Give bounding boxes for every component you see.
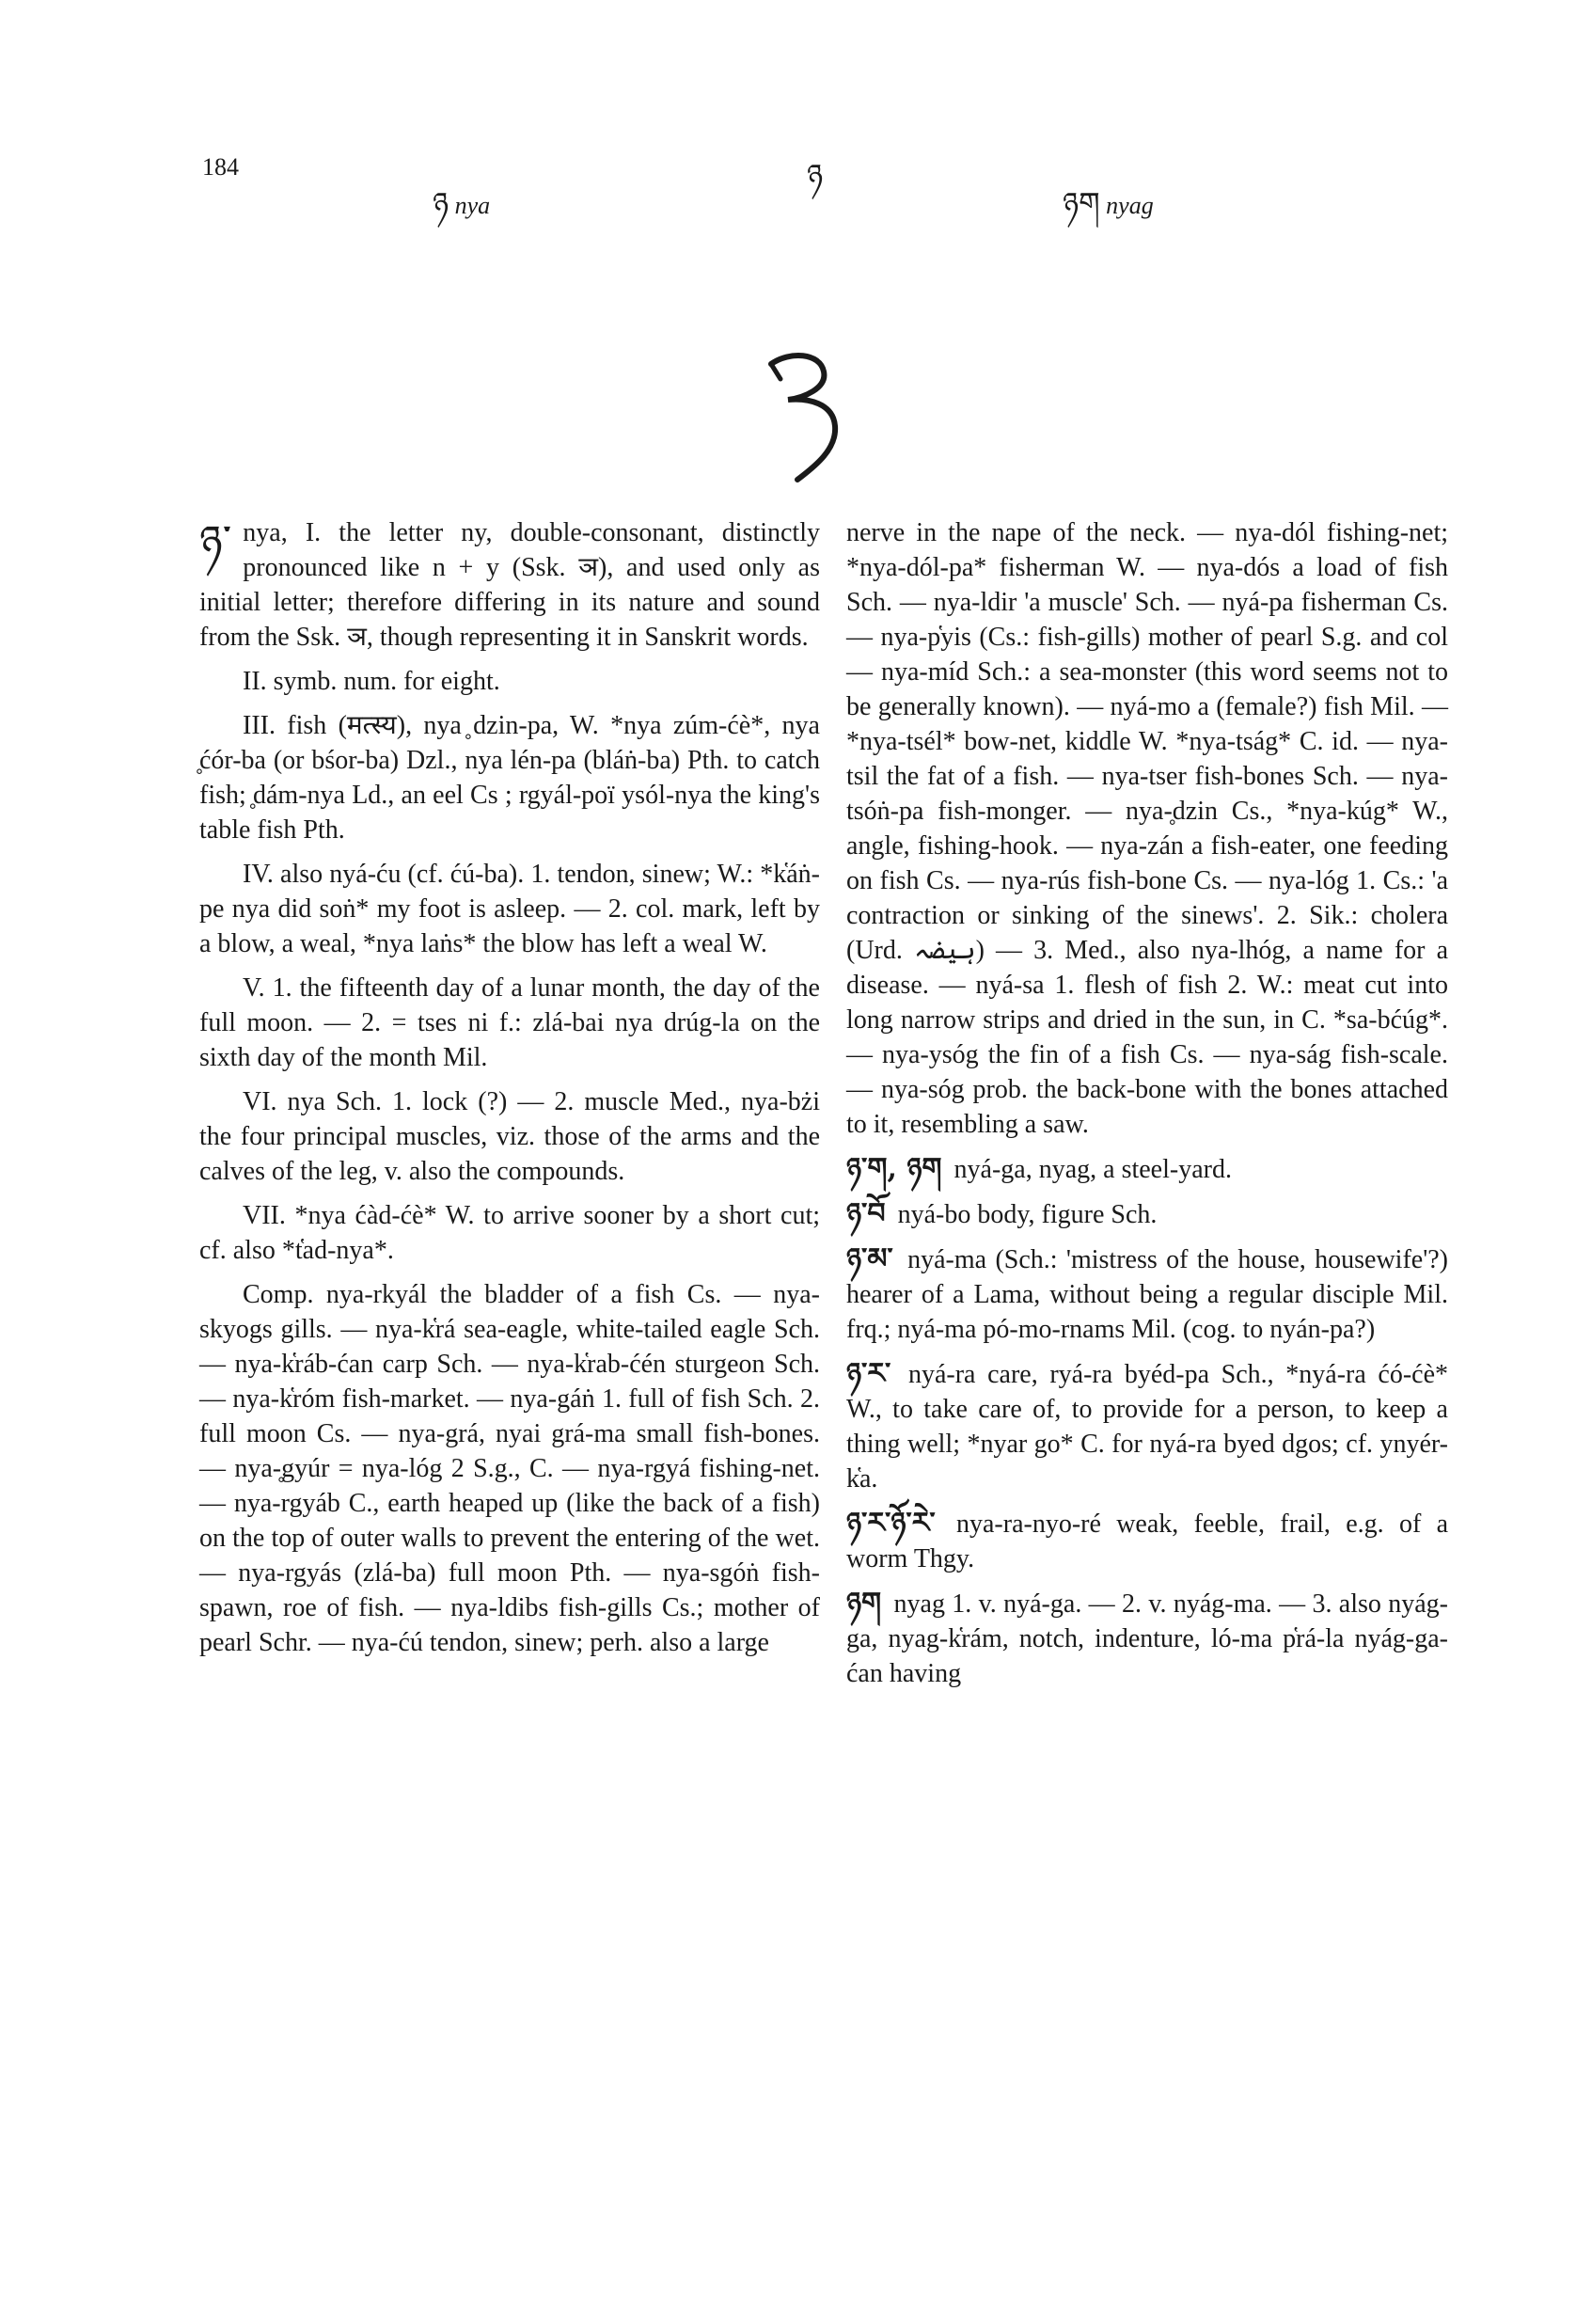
entry-sense	[199, 1084, 820, 1189]
entry-text: VII. *nya ćàd-ćè* W. to arrive sooner by a short cut; cf. also *t̔ad-nya*.	[199, 1201, 820, 1265]
entry-tibetan: ཉ་ར་	[846, 1357, 891, 1390]
entry-text: nyá-bo body, figure Sch.	[897, 1200, 1158, 1229]
left-column	[199, 515, 820, 1669]
entry-nya-ra	[846, 1356, 1448, 1496]
entry-text: nyag 1. v. nyá-ga. — 2. v. nyág-ma. — 3. also nyág-ga, nyag-k̔rám, notch, indenture, ló-ma p̔rá-la nyág-ga-ćan having	[846, 1589, 1448, 1688]
page-number: 184	[202, 153, 239, 181]
entry-text: nyá-ma (Sch.: 'mistress of the house, housewife'?) hearer of a Lama, without being a regular disciple Mil. frq.; nyá-ma pó-mo-rnams Mil. (cog. to nyán-pa?)	[846, 1245, 1449, 1344]
running-head-left	[433, 185, 491, 221]
entry-sense	[199, 857, 820, 961]
entry-tibetan: ཉ་	[199, 515, 232, 566]
entry-sense	[199, 664, 820, 699]
entry-text: III. fish (मत्स्य), nya ̥dzin-pa, W. *nya zúm-ćè*, nya ̥ćór-ba (or bśor-ba) Dzl., nya lén-pa (bláṅ-ba) Pth. to catch fish; ̥dám-nya Ld., an eel Cs ; rgyál-poï ysól-nya the king's table fish Pth.	[199, 711, 820, 845]
running-head-right-roman: nyag	[1106, 192, 1154, 219]
running-head-left-tibetan: ཉ	[433, 185, 449, 221]
entry-text: Comp. nya-rkyál the bladder of a fish Cs. — nya-skyogs gills. — nya-k̔rá sea-eagle, white-tailed eagle Sch. — nya-k̔ráb-ćan carp Sch. — nya-k̔rab-ćén sturgeon Sch. — nya-k̔róm fish-market. — nya-gáṅ 1. full of fish Sch. 2. full moon Cs. — nya-grá, nyai grá-ma small fish-bones. — nya-̥gyúr = nya-lóg 2 S.g., C. — nya-rgyá fishing-net. — nya-rgyáb C., earth heaped up (like the back of a fish) on the top of outer walls to prevent the entering of the wet. — nya-rgyás (zlá-ba) full moon Pth. — nya-sgóṅ fish-spawn, roe of fish. — nya-ldibs fish-gills Cs.; mother of pearl Schr. — nya-ćú tendon, sinew; perh. also a large	[199, 1280, 820, 1657]
entry-text: nyá-ga, nyag, a steel-yard.	[953, 1155, 1232, 1184]
right-column	[846, 515, 1448, 1700]
entry-text: nya, I. the letter ny, double-consonant, distinctly pronounced like n + y (Ssk. ञ), and used only as initial letter; therefore differing in its nature and sound from the Ssk. ञ, though representing it in Sanskrit words.	[199, 518, 820, 652]
entry-sense	[199, 971, 820, 1075]
section-letter-glyph	[743, 343, 856, 484]
entry-nya	[199, 515, 820, 655]
entry-continuation	[846, 515, 1448, 1142]
entry-nya-ma	[846, 1241, 1448, 1347]
running-head-left-roman: nya	[454, 192, 491, 219]
entry-text: II. symb. num. for eight.	[243, 667, 500, 696]
entry-nya-bo	[846, 1196, 1448, 1232]
running-head-center	[807, 157, 824, 193]
entry-tibetan: ཉ་བོ	[846, 1197, 886, 1230]
entry-nya-ra-nyo-re	[846, 1506, 1448, 1576]
entry-tibetan: ཉ་ར་ཉོ་རེ་	[846, 1507, 936, 1540]
entry-sense	[199, 708, 820, 847]
entry-text: IV. also nyá-ću (cf. ćú-ba). 1. tendon, sinew; W.: *k̔áṅ-pe nya did soṅ* my foot is asleep. — 2. col. mark, left by a blow, a weal, *nya laṅs* the blow has left a weal W.	[199, 860, 820, 958]
running-head-center-tibetan: ཉ	[807, 157, 824, 193]
entry-nya-ga	[846, 1151, 1448, 1187]
entry-nyag	[846, 1586, 1448, 1691]
entry-sense	[199, 1198, 820, 1268]
running-head-right-tibetan: ཉག	[1063, 185, 1100, 221]
entry-compounds	[199, 1277, 820, 1660]
entry-text: nyá-ra care, ryá-ra byéd-pa Sch., *nyá-ra ćó-ćè* W., to take care of, to provide for a person, to keep a thing well; *nyar go* C. for nyá-ra byed dgos; cf. ynyér-k̔a.	[846, 1360, 1449, 1494]
running-head-right	[1063, 185, 1154, 221]
entry-tibetan: ཉག	[846, 1587, 882, 1620]
entry-tibetan: ཉ་མ་	[846, 1242, 893, 1275]
entry-text: V. 1. the fifteenth day of a lunar month, the day of the full moon. — 2. = tses ni f.: zlá-bai nya drúg-la on the sixth day of the month Mil.	[199, 973, 820, 1072]
entry-text: VI. nya Sch. 1. lock (?) — 2. muscle Med., nya-bżi the four principal muscles, viz. those of the arms and the calves of the leg, v. also the compounds.	[199, 1087, 820, 1186]
entry-tibetan: ཉ་ག, ཉག	[846, 1152, 942, 1185]
entry-text: nerve in the nape of the neck. — nya-dól fishing-net; *nya-dól-pa* fisherman W. — nya-dós a load of fish Sch. — nya-ldir 'a muscle' Sch. — nyá-pa fisherman Cs. — nya-p̔yis (Cs.: fish-gills) mother of pearl S.g. and col — nya-míd Sch.: a sea-monster (this word seems not to be generally known). — nyá-mo a (female?) fish Mil. — *nya-tsél* bow-net, kiddle W. *nya-tság* C. id. — nya-tsil the fat of a fish. — nya-tser fish-bones Sch. — nya-tsóṅ-pa fish-monger. — nya-̥dzin Cs., *nya-kúg* W., angle, fishing-hook. — nya-zán a fish-eater, one feeding on fish Cs. — nya-rús fish-bone Cs. — nya-lóg 1. Cs.: 'a contraction or sinking of the sinews'. 2. Sik.: cholera (Urd. ہیضہ) — 3. Med., also nya-lhóg, a name for a disease. — nyá-sa 1. flesh of fish 2. W.: meat cut into long narrow strips and dried in the sun, in C. *sa-bćúg*. — nya-ysóg the fin of a fish Cs. — nya-ság fish-scale. — nya-sóg prob. the back-bone with the bones attached to it, resembling a saw.	[846, 518, 1448, 1139]
entry-text: nya-ra-nyo-ré weak, feeble, frail, e.g. of a worm Thgy.	[846, 1510, 1449, 1573]
